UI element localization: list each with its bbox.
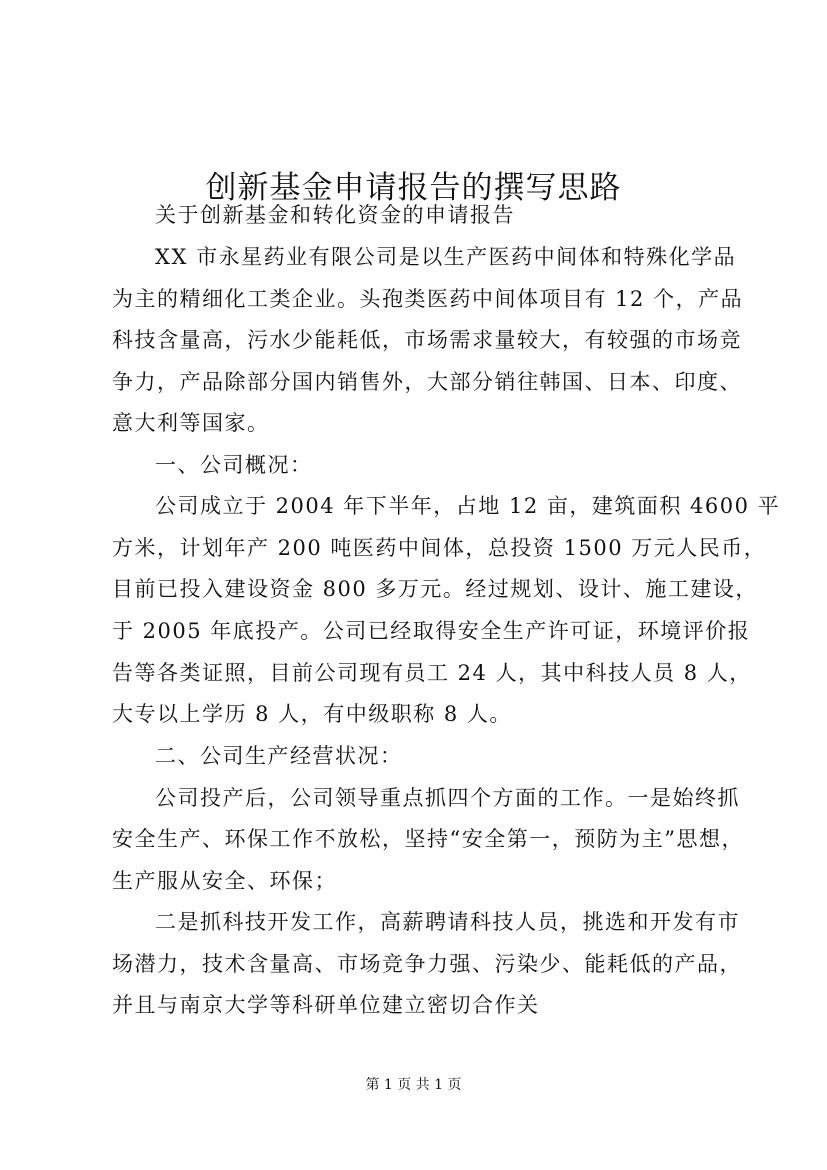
paragraph-line: 关于创新基金和转化资金的申请报告 <box>155 203 515 227</box>
paragraph-line: 公司成立于 2004 年下半年，占地 12 亩，建筑面积 4600 平 <box>155 494 781 518</box>
section-heading: 一、公司概况： <box>155 453 313 477</box>
page-footer: 第 1 页 共 1 页 <box>365 1077 462 1093</box>
paragraph-line: 争力，产品除部分国内销售外，大部分销往韩国、日本、印度、 <box>112 370 742 394</box>
paragraph-line: 生产服从安全、环保； <box>112 869 337 893</box>
paragraph-line: 目前已投入建设资金 800 多万元。经过规划、设计、施工建设， <box>112 577 758 601</box>
paragraph-line: 于 2005 年底投产。公司已经取得安全生产许可证，环境评价报 <box>112 619 751 643</box>
paragraph-line: 公司投产后，公司领导重点抓四个方面的工作。一是始终抓 <box>155 786 740 810</box>
paragraph-line: 二是抓科技开发工作，高薪聘请科技人员，挑选和开发有市 <box>155 910 740 934</box>
section-heading: 二、公司生产经营状况： <box>155 744 403 768</box>
document-title: 创新基金申请报告的撰写思路 <box>205 169 622 206</box>
paragraph-line: 场潜力，技术含量高、市场竞争力强、污染少、能耗低的产品， <box>112 952 742 976</box>
paragraph-line: 安全生产、环保工作不放松，坚持“安全第一，预防为主”思想， <box>112 827 744 851</box>
paragraph-line: 为主的精细化工类企业。头孢类医药中间体项目有 12 个，产品 <box>112 287 744 311</box>
paragraph-line: 方米，计划年产 200 吨医药中间体，总投资 1500 万元人民币， <box>112 536 767 560</box>
paragraph-line: 意大利等国家。 <box>112 411 270 435</box>
paragraph-line: 并且与南京大学等科研单位建立密切合作关 <box>112 993 540 1017</box>
paragraph-line: 告等各类证照，目前公司现有员工 24 人，其中科技人员 8 人， <box>112 661 752 685</box>
paragraph-line: 大专以上学历 8 人，有中级职称 8 人。 <box>112 702 512 726</box>
paragraph-line: 科技含量高，污水少能耗低，市场需求量较大，有较强的市场竞 <box>112 328 742 352</box>
paragraph-line: XX 市永星药业有限公司是以生产医药中间体和特殊化学品 <box>155 245 737 269</box>
